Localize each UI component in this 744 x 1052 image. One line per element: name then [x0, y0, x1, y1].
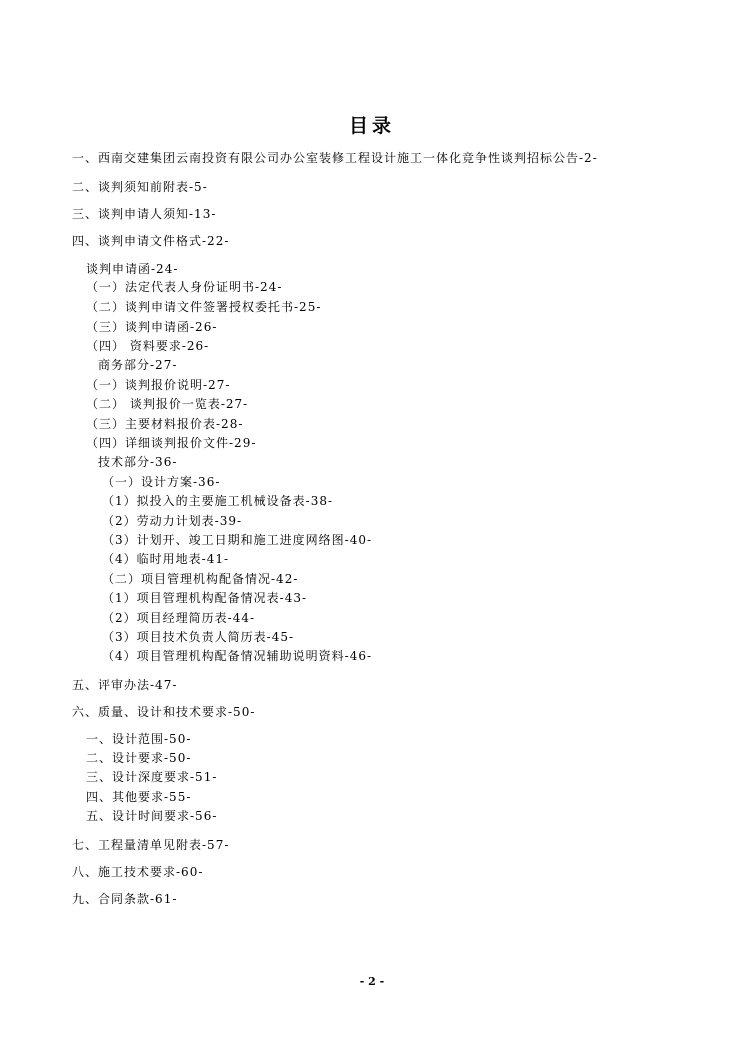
toc-entry-8: （三）谈判申请函-26-	[86, 320, 218, 334]
toc-entry-4: 四、谈判申请文件格式-22-	[72, 234, 230, 248]
toc-entry-27: 六、质量、设计和技术要求-50-	[72, 705, 256, 719]
toc-entry-3: 三、谈判申请人须知-13-	[72, 207, 217, 221]
toc-entry-12: （二） 谈判报价一览表-27-	[86, 397, 249, 411]
toc-entry-19: （3）计划开、竣工日期和施工进度网络图-40-	[102, 533, 373, 547]
toc-entry-7: （二）谈判申请文件签署授权委托书-25-	[86, 300, 322, 314]
toc-entry-16: （一）设计方案-36-	[102, 475, 221, 489]
page-title: 目录	[348, 115, 395, 137]
toc-entry-6: （一）法定代表人身份证明书-24-	[86, 280, 283, 294]
toc-entry-14: （四）详细谈判报价文件-29-	[86, 436, 257, 450]
toc-entry-29: 二、设计要求-50-	[86, 751, 192, 765]
toc-entry-17: （1）拟投入的主要施工机械设备表-38-	[102, 494, 334, 508]
toc-entry-11: （一）谈判报价说明-27-	[86, 378, 231, 392]
toc-entry-30: 三、设计深度要求-51-	[86, 770, 218, 784]
toc-entry-1: 一、西南交建集团云南投资有限公司办公室装修工程设计施工一体化竞争性谈判招标公告-2-	[72, 151, 598, 165]
toc-entry-33: 七、工程量清单见附表-57-	[72, 838, 230, 852]
toc-entry-26: 五、评审办法-47-	[72, 678, 178, 692]
toc-entry-24: （3）项目技术负责人简历表-45-	[102, 630, 295, 644]
toc-entry-28: 一、设计范围-50-	[86, 732, 192, 746]
toc-entry-34: 八、施工技术要求-60-	[72, 865, 204, 879]
toc-entry-2: 二、谈判须知前附表-5-	[72, 180, 208, 194]
toc-entry-23: （2）项目经理简历表-44-	[102, 611, 256, 625]
toc-entry-32: 五、设计时间要求-56-	[86, 809, 218, 823]
toc-entry-10: 商务部分-27-	[98, 358, 178, 372]
toc-entry-25: （4）项目管理机构配备情况辅助说明资料-46-	[102, 649, 373, 663]
toc-entry-15: 技术部分-36-	[98, 455, 178, 469]
toc-entry-21: （二）项目管理机构配备情况-42-	[102, 572, 299, 586]
toc-entry-13: （三）主要材料报价表-28-	[86, 417, 244, 431]
toc-entry-35: 九、合同条款-61-	[72, 892, 178, 906]
toc-entry-5: 谈判申请函-24-	[86, 262, 179, 276]
toc-entry-20: （4）临时用地表-41-	[102, 552, 230, 566]
toc-entry-31: 四、其他要求-55-	[86, 790, 192, 804]
toc-entry-9: （四） 资料要求-26-	[86, 339, 210, 353]
toc-entry-22: （1）项目管理机构配备情况表-43-	[102, 591, 308, 605]
toc-entry-18: （2）劳动力计划表-39-	[102, 514, 243, 528]
page-number: - 2 -	[359, 975, 385, 988]
